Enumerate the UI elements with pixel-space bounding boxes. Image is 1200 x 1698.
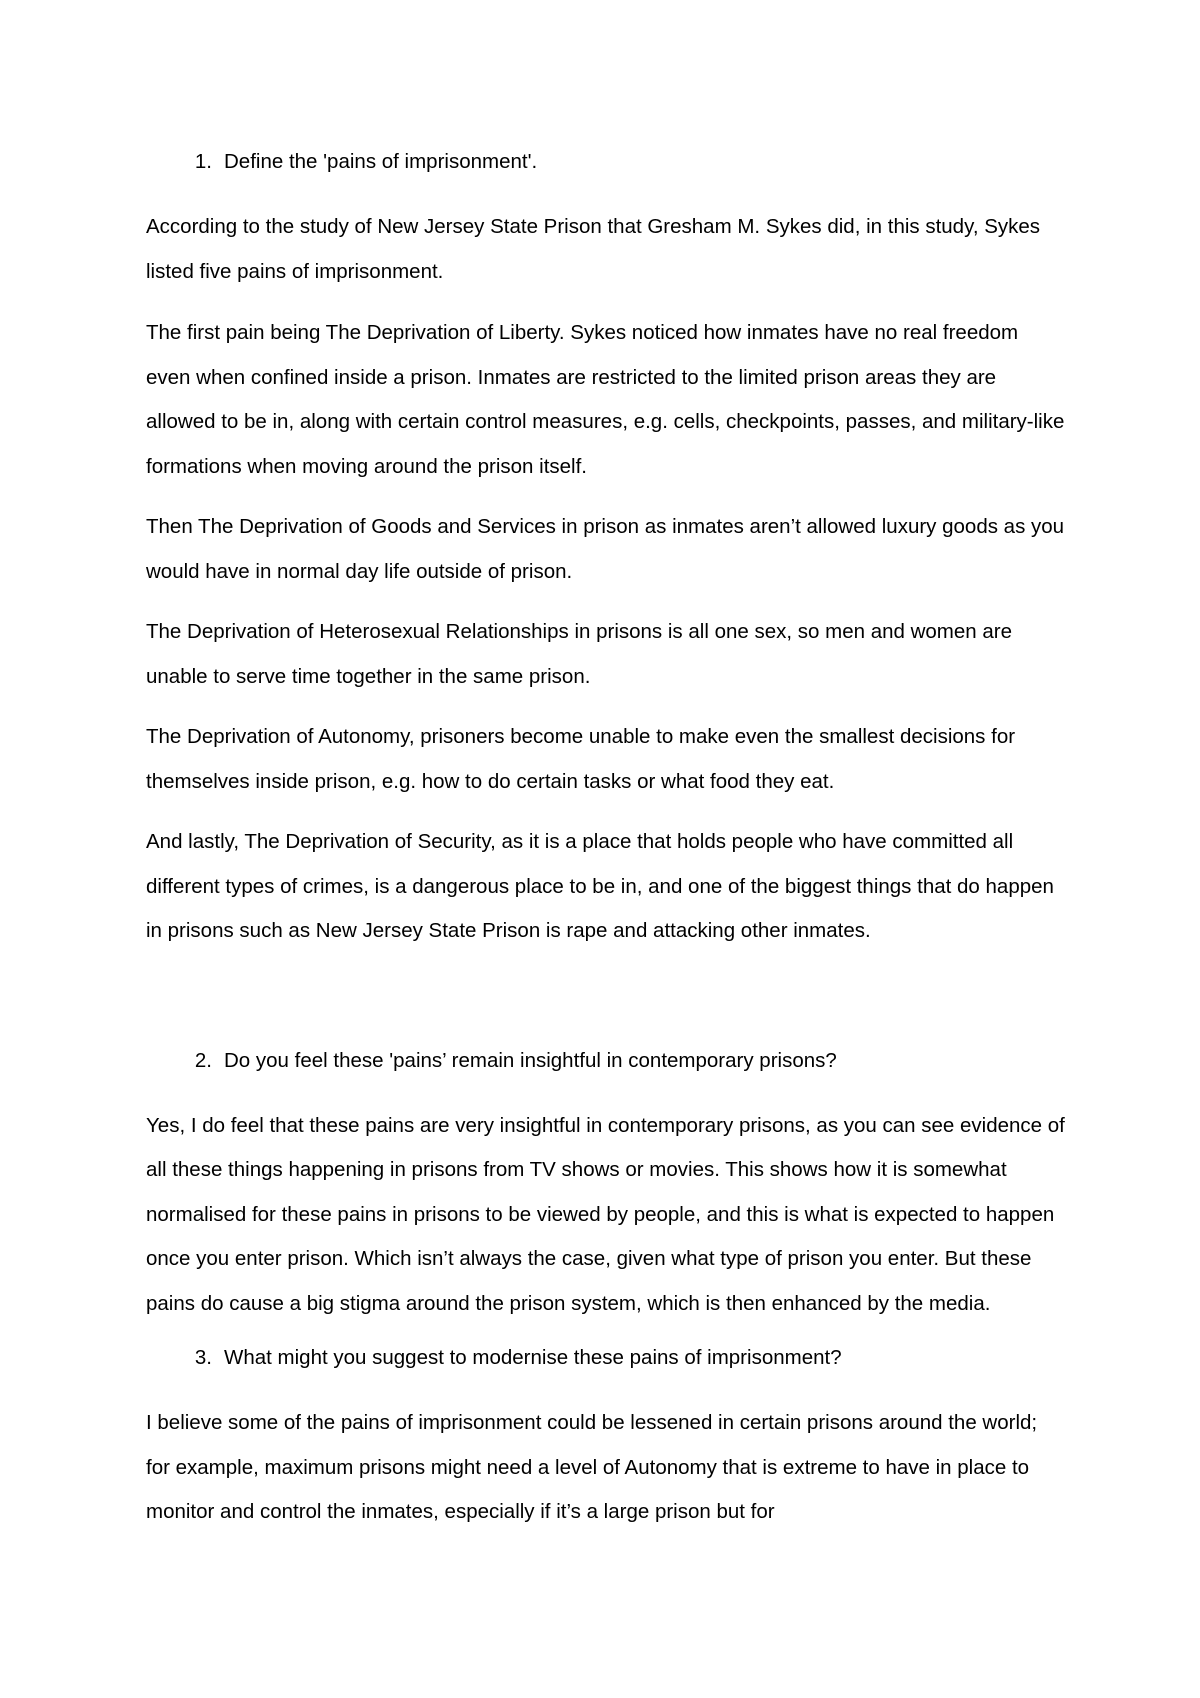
- question-number: 2.: [194, 1048, 212, 1072]
- question-text: What might you suggest to modernise these pains of imprisonment?: [224, 1346, 842, 1369]
- answer-paragraph: Yes, I do feel that these pains are very insightful in contemporary prisons, as you can see evidence of all these things happening in prisons from TV shows or movies. This shows how it is somewhat normalised for these pains in prisons to be viewed by people, and this is what is expected to happen once you enter prison. Which isn’t always the case, given what type of prison you enter. But these pains do cause a big stigma around the prison system, which is then enhanced by the media.: [146, 1113, 1065, 1315]
- answer-paragraph: Then The Deprivation of Goods and Services in prison as inmates aren’t allowed luxury goods as you would have in normal day life outside of prison.: [146, 515, 1065, 583]
- document-body: [146, 150, 1066, 1535]
- answer-paragraph: The Deprivation of Autonomy, prisoners become unable to make even the smallest decisions for themselves inside prison, e.g. how to do certain tasks or what food they eat.: [146, 725, 1016, 793]
- question-3: [174, 1346, 1066, 1370]
- question-number: 1.: [194, 150, 212, 173]
- answer-paragraph: And lastly, The Deprivation of Security, as it is a place that holds people who have committed all different types of crimes, is a dangerous place to be in, and one of the biggest things that do happen in prisons such as New Jersey State Prison is rape and attacking other inmates.: [146, 830, 1054, 942]
- question-1: [174, 150, 1066, 174]
- answer-paragraph: The first pain being The Deprivation of Liberty. Sykes noticed how inmates have no real freedom even when confined inside a prison. Inmates are restricted to the limited prison areas they are allowed to be in, along with certain control measures, e.g. cells, checkpoints, passes, and military-like formations when moving around the prison itself.: [146, 321, 1065, 478]
- answer-paragraph: The Deprivation of Heterosexual Relationships in prisons is all one sex, so men and women are unable to serve time together in the same prison.: [146, 620, 1013, 688]
- answer-paragraph: I believe some of the pains of imprisonment could be lessened in certain prisons around the world; for example, maximum prisons might need a level of Autonomy that is extreme to have in place to monitor and control the inmates, especially if it’s a large prison but for: [146, 1411, 1038, 1523]
- question-text: Do you feel these 'pains’ remain insightful in contemporary prisons?: [224, 1048, 837, 1072]
- answer-paragraph: According to the study of New Jersey State Prison that Gresham M. Sykes did, in this study, Sykes listed five pains of imprisonment.: [146, 215, 1041, 283]
- question-2: [174, 1049, 1066, 1073]
- question-number: 3.: [194, 1346, 212, 1369]
- question-text: Define the 'pains of imprisonment'.: [224, 150, 538, 173]
